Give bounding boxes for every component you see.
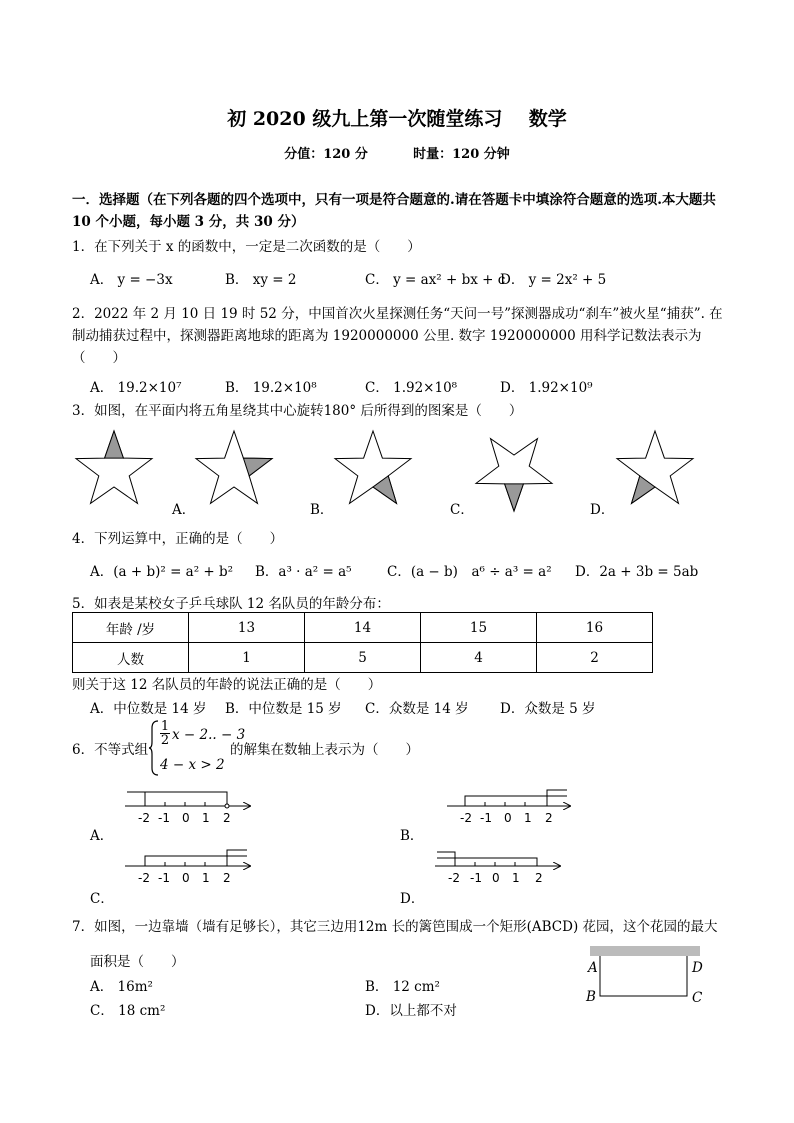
score-time-line: 分值：120 分 时量：120 分钟	[284, 147, 510, 162]
tick-label: 2	[545, 811, 553, 825]
tick-label: 0	[182, 811, 190, 825]
q5-option-a: A．中位数是 14 岁	[90, 701, 207, 717]
table-cell: 16	[537, 613, 653, 643]
inequality-1-rest: x − 2.. − 3	[172, 727, 246, 743]
q2-option-d: D． 1.92×10⁹	[500, 380, 593, 396]
q1-option-b: B． xy = 2	[225, 272, 297, 288]
star-option-a	[196, 431, 272, 503]
q6-label-a: A．	[90, 828, 114, 844]
q5-option-c: C．众数是 14 岁	[365, 701, 469, 717]
fraction-denominator: 2	[160, 733, 170, 748]
table-row	[73, 613, 653, 643]
q6-label-d: D．	[400, 891, 425, 907]
number-line-d	[435, 852, 560, 866]
brace-icon	[148, 720, 160, 776]
table-cell: 14	[305, 613, 421, 643]
tick-label: -2	[138, 871, 150, 885]
question-1-stem: 1．在下列关于 x 的函数中，一定是二次函数的是（ ）	[72, 239, 421, 255]
question-7-stem-line1: 7．如图，一边靠墙（墙有足够长），其它三边用12m 长的篱笆围成一个矩形(ABCD) 花园，这个花园的最大	[72, 919, 718, 935]
q2-option-b: B． 19.2×10⁸	[225, 380, 317, 396]
inequality-2: 4 − x > 2	[160, 757, 225, 773]
tick-label: 1	[202, 811, 210, 825]
question-2-stem: 2．2022 年 2 月 10 日 19 时 52 分，中国首次火星探测任务“天问一号”探测器成功“刹车”被火星“捕获”. 在制动捕获过程中，探测器距离地球的距离为 1920000000 公里. 数字 1920000000 用科学记数法表示为（ ）	[72, 306, 723, 366]
vertex-label-c: C	[692, 990, 703, 1006]
question-6-suffix: 的解集在数轴上表示为（ ）	[230, 742, 419, 758]
fraction-half	[160, 720, 170, 747]
q4-option-d: D．2a + 3b = 5ab	[575, 564, 699, 580]
q4-option-b: B．a³ · a² = a⁵	[255, 564, 352, 580]
q3-label-b: B．	[310, 502, 334, 518]
q1-option-c: C． y = ax² + bx + c	[365, 272, 506, 288]
q4-option-c: C．(a − b) a⁶ ÷ a³ = a²	[387, 564, 552, 580]
tick-label: -1	[480, 811, 492, 825]
question-6-prefix: 6．不等式组	[72, 742, 149, 758]
star-option-b	[335, 431, 411, 503]
page-title: 初 2020 级九上第一次随堂练习 数学	[227, 108, 567, 130]
q5-option-d: D．众数是 5 岁	[500, 701, 596, 717]
q3-label-a: A．	[172, 502, 196, 518]
table-row	[73, 643, 653, 673]
tick-label: -1	[158, 811, 170, 825]
q7-option-d: D．以上都不对	[365, 1003, 457, 1019]
q7-option-c: C． 18 cm²	[90, 1003, 166, 1019]
q2-option-c: C． 1.92×10⁸	[365, 380, 458, 396]
fraction-numerator: 1	[160, 719, 170, 734]
q6-label-c: C．	[90, 891, 114, 907]
table-cell: 1	[189, 643, 305, 673]
number-line-b	[447, 790, 570, 806]
q1-option-a: A． y = −3x	[90, 272, 173, 288]
number-line-a	[125, 792, 250, 808]
tick-label: 0	[492, 871, 500, 885]
table-cell: 5	[305, 643, 421, 673]
q6-label-b: B．	[400, 828, 424, 844]
table-cell: 4	[421, 643, 537, 673]
age-distribution-table	[72, 612, 653, 673]
tick-label: -2	[448, 871, 460, 885]
table-header-count: 人数	[73, 643, 189, 673]
question-5-follow: 则关于这 12 名队员的年龄的说法正确的是（ ）	[72, 677, 382, 693]
tick-label: 1	[202, 871, 210, 885]
question-5-stem: 5．如表是某校女子乒乓球队 12 名队员的年龄分布：	[72, 596, 390, 612]
star-option-d	[617, 431, 693, 503]
number-line-c	[125, 850, 250, 866]
q5-option-b: B．中位数是 15 岁	[225, 701, 342, 717]
vertex-label-b: B	[586, 989, 596, 1005]
section-heading: 一．选择题（在下列各题的四个选项中，只有一项是符合题意的.请在答题卡中填涂符合题意的选项.本大题共 10 个小题，每小题 3 分，共 30 分）	[72, 192, 716, 230]
q2-option-a: A． 19.2×10⁷	[90, 380, 182, 396]
garden-diagram	[588, 944, 703, 1000]
table-cell: 2	[537, 643, 653, 673]
tick-label: 2	[223, 811, 231, 825]
table-cell: 15	[421, 613, 537, 643]
tick-label: -2	[460, 811, 472, 825]
tick-label: 1	[524, 811, 532, 825]
tick-label: 0	[182, 871, 190, 885]
tick-label: 2	[223, 871, 231, 885]
tick-label: 2	[535, 871, 543, 885]
tick-label: 1	[512, 871, 520, 885]
wall	[590, 946, 700, 956]
q3-label-c: C．	[450, 502, 474, 518]
original-star	[76, 431, 152, 503]
q1-option-d: D． y = 2x² + 5	[500, 272, 607, 288]
tick-label: -2	[138, 811, 150, 825]
vertex-label-a: A	[588, 960, 598, 976]
tick-label: -1	[158, 871, 170, 885]
question-3-stem: 3．如图，在平面内将五角星绕其中心旋转180° 后所得到的图案是（ ）	[72, 403, 523, 419]
q7-option-b: B． 12 cm²	[365, 979, 440, 995]
question-7-stem-line2: 面积是（ ）	[90, 954, 185, 970]
q3-label-d: D．	[590, 502, 615, 518]
tick-label: 0	[504, 811, 512, 825]
tick-label: -1	[470, 871, 482, 885]
star-option-c	[476, 439, 552, 511]
vertex-label-d: D	[692, 960, 703, 976]
q7-option-a: A． 16m²	[90, 979, 153, 995]
table-cell: 13	[189, 613, 305, 643]
table-header-age: 年龄 /岁	[73, 613, 189, 643]
q4-option-a: A．(a + b)² = a² + b²	[90, 564, 234, 580]
question-4-stem: 4．下列运算中，正确的是（ ）	[72, 531, 284, 547]
